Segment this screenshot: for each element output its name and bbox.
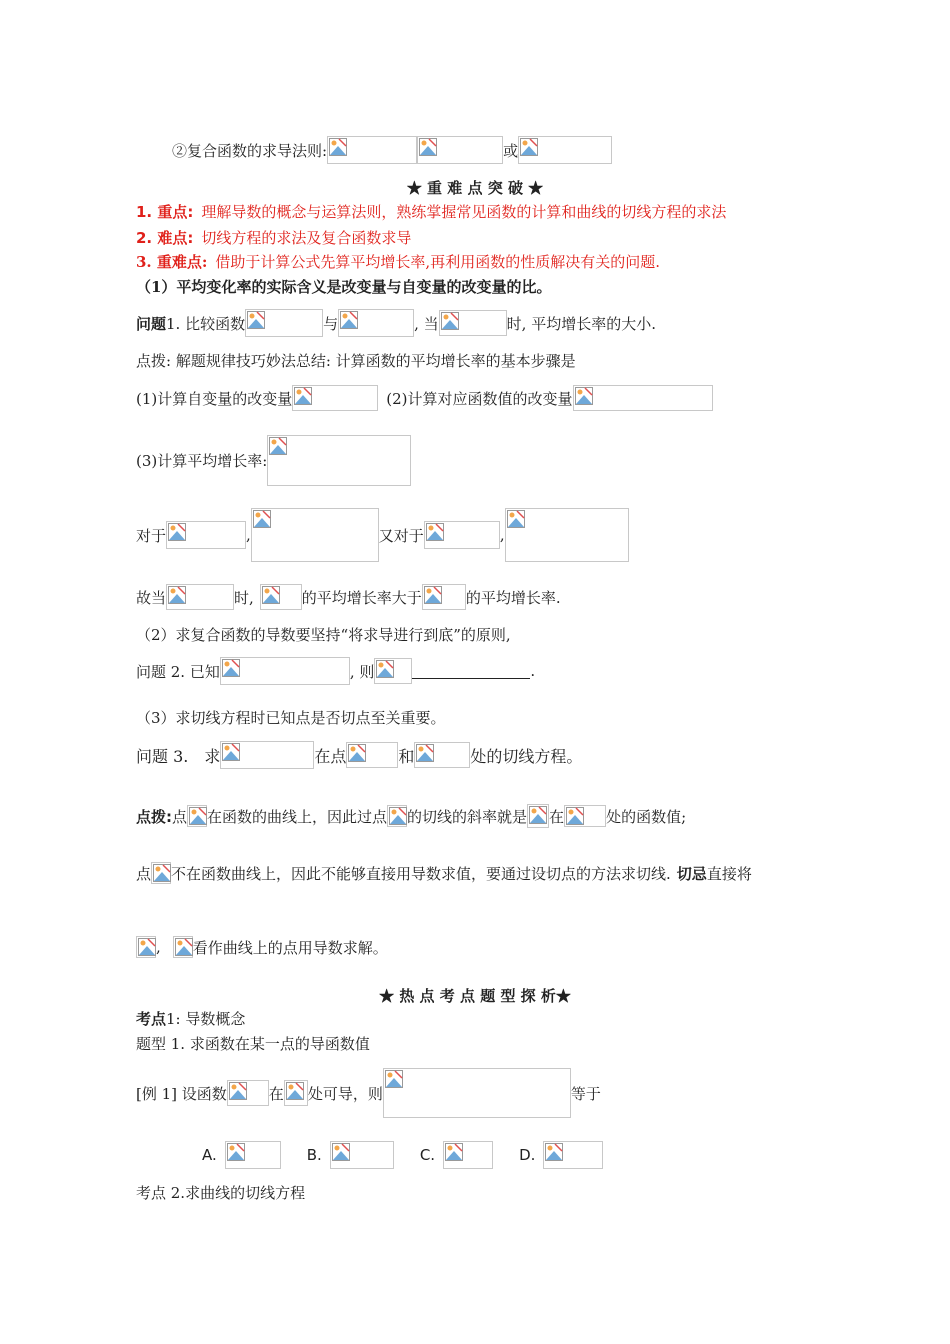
question-type-1-text: 题型 1. 求函数在某一点的导函数值 (136, 1035, 370, 1053)
exam-point-1-line (136, 1008, 245, 1029)
broken-image-icon (340, 311, 358, 329)
question-1-text-a: 1. 比较函数 (166, 314, 246, 333)
comma-text: , (156, 938, 161, 956)
difficult-point-line (136, 227, 411, 248)
broken-image-icon (529, 806, 547, 824)
step-2-text: (2)计算对应函数值的改变量 (386, 389, 573, 408)
formula-image (151, 862, 171, 884)
therefore-text-a: 故当 (136, 588, 167, 607)
formula-image (267, 435, 411, 486)
steps-1-2-line (136, 385, 713, 411)
tip-2-text-a: 点 (172, 807, 188, 826)
exam-point-2-line (136, 1182, 305, 1203)
exam-point-label: 考点 (136, 1010, 167, 1028)
tip-2-text-d: 在 (549, 807, 565, 826)
formula-image (220, 741, 314, 769)
formula-image (387, 805, 407, 827)
for-function-line (136, 508, 629, 562)
broken-image-icon (424, 586, 442, 604)
therefore-text-d: 的平均增长率. (465, 588, 561, 607)
broken-image-icon (385, 1070, 403, 1088)
question-3-text-c: 和 (398, 746, 415, 766)
formula-image (564, 805, 606, 827)
heading-text: ★ 重 难 点 突 破 ★ (406, 179, 544, 197)
question-1-text-c: , 当 (414, 314, 439, 333)
question-2-text-a: 问题 2. 已知 (136, 662, 220, 681)
broken-image-icon (329, 138, 347, 156)
formula-image (383, 1068, 571, 1118)
broken-image-icon (175, 938, 193, 956)
point-1-text: （1）平均变化率的实际含义是改变量与自变量的改变量的比。 (136, 278, 552, 296)
point-1-line (136, 276, 551, 297)
formula-image (227, 1080, 269, 1106)
formula-image (527, 804, 549, 828)
question-1-line (136, 309, 656, 337)
hard-text: 借助于计算公式先算平均增长率,再利用函数的性质解决有关的问题. (215, 253, 660, 271)
broken-image-icon (286, 1082, 304, 1100)
broken-image-icon (269, 437, 287, 455)
option-a-label[interactable]: A. (202, 1146, 217, 1164)
broken-image-icon (389, 807, 407, 825)
formula-image (245, 309, 323, 337)
formula-image (518, 136, 612, 164)
key-text: 理解导数的概念与运算法则，熟练掌握常见函数的计算和曲线的切线方程的求法 (201, 203, 727, 221)
broken-image-icon (566, 807, 584, 825)
example-1-text-a: [例 1] 设函数 (136, 1084, 227, 1103)
example-1-text-d: 等于 (570, 1084, 601, 1103)
tip-4-text: 看作曲线上的点用导数求解。 (192, 938, 388, 957)
tip-4-line (136, 936, 388, 958)
tip-2-line (136, 804, 686, 828)
broken-image-icon (247, 311, 265, 329)
tip-2-text-c: 的切线的斜率就是 (407, 807, 528, 826)
question-3-text-a: 问题 3. 求 (136, 746, 221, 766)
broken-image-icon (376, 660, 394, 678)
option-d-formula-image (543, 1141, 603, 1169)
formula-image (260, 584, 302, 610)
question-1-text-b: 与 (323, 314, 339, 333)
answer-options-line (202, 1141, 603, 1169)
broken-image-icon (229, 1082, 247, 1100)
formula-image (327, 136, 417, 164)
formula-image (187, 805, 207, 827)
step-3-line (136, 435, 411, 486)
key-point-line (136, 201, 726, 222)
therefore-line (136, 584, 561, 610)
formula-image (166, 521, 246, 549)
tip-3-text-d: 直接将 (706, 864, 752, 883)
example-1-text-b: 在 (268, 1084, 284, 1103)
example-1-text-c: 处可导，则 (307, 1084, 383, 1103)
exam-point-2-text: 考点 2.求曲线的切线方程 (136, 1184, 306, 1202)
formula-image (251, 508, 379, 562)
example-1-line (136, 1068, 601, 1118)
question-2-line (136, 657, 535, 685)
rule-text: ②复合函数的求导法则: (172, 141, 328, 160)
step-1-text: (1)计算自变量的改变量 (136, 389, 293, 408)
formula-image (166, 584, 234, 610)
tip-3-text-a: 点 (136, 864, 152, 883)
question-1-text-d: 时, 平均增长率的大小. (506, 314, 656, 333)
point-3-text: （3）求切线方程时已知点是否切点至关重要。 (136, 709, 446, 727)
for-text: 对于 (136, 526, 167, 545)
heading-text: ★ 热 点 考 点 题 型 探 析★ (379, 987, 571, 1005)
question-label: 问题 (136, 314, 167, 333)
broken-image-icon (153, 864, 171, 882)
option-b-formula-image (330, 1141, 394, 1169)
comma-text: , (246, 526, 251, 544)
formula-image (424, 521, 500, 549)
option-b-label[interactable]: B. (306, 1146, 322, 1164)
formula-image (417, 136, 503, 164)
formula-image (338, 309, 414, 337)
question-2-text-c: . (530, 662, 536, 680)
hard-point-line (136, 251, 660, 272)
broken-image-icon (294, 387, 312, 405)
option-d-label[interactable]: D. (519, 1146, 536, 1164)
tip-3-line (136, 862, 752, 884)
or-text: 或 (503, 141, 519, 160)
question-2-text-b: , 则 (349, 662, 375, 681)
formula-image (573, 385, 713, 411)
caution-label: 切忌 (676, 864, 707, 883)
broken-image-icon (189, 807, 207, 825)
broken-image-icon (348, 744, 366, 762)
tip-1-line (136, 350, 576, 371)
exam-point-1-text: 1: 导数概念 (166, 1010, 246, 1028)
point-3-line (136, 707, 446, 728)
answer-blank (412, 664, 530, 679)
formula-image (505, 508, 629, 562)
option-a-formula-image (225, 1141, 281, 1169)
formula-image (414, 742, 470, 768)
formula-image (346, 742, 398, 768)
formula-image (439, 310, 507, 336)
section-heading-key-difficult (0, 177, 950, 198)
broken-image-icon (441, 312, 459, 330)
broken-image-icon (222, 743, 240, 761)
broken-image-icon (222, 659, 240, 677)
formula-image (374, 658, 412, 684)
broken-image-icon (168, 523, 186, 541)
difficult-label: 2. 难点: (136, 229, 194, 247)
question-3-text-b: 在点 (314, 746, 347, 766)
formula-image (422, 584, 466, 610)
question-type-1-line (136, 1033, 370, 1054)
broken-image-icon (575, 387, 593, 405)
point-2-text: （2）求复合函数的导数要坚持“将求导进行到底”的原则, (136, 626, 511, 644)
broken-image-icon (227, 1143, 245, 1161)
option-c-formula-image (443, 1141, 493, 1169)
broken-image-icon (520, 138, 538, 156)
broken-image-icon (507, 510, 525, 528)
key-label: 1. 重点: (136, 203, 194, 221)
point-2-line (136, 624, 511, 645)
broken-image-icon (253, 510, 271, 528)
broken-image-icon (168, 586, 186, 604)
option-c-label[interactable]: C. (419, 1146, 436, 1164)
comma-text: , (499, 526, 505, 544)
step-3-text: (3)计算平均增长率: (136, 452, 268, 470)
also-for-text: 又对于 (378, 526, 424, 545)
composite-derivative-rule-line (172, 136, 612, 164)
question-3-text-d: 处的切线方程。 (470, 746, 583, 766)
formula-image (173, 936, 193, 958)
tip-1-text: 点拨: 解题规律技巧妙法总结: 计算函数的平均增长率的基本步骤是 (136, 352, 576, 370)
therefore-text-b: 时, (234, 588, 254, 607)
therefore-text-c: 的平均增长率大于 (301, 588, 422, 607)
tip-2-text-e: 处的函数值; (606, 807, 687, 826)
tip-label: 点拨: (136, 807, 172, 826)
broken-image-icon (138, 938, 156, 956)
formula-image (220, 657, 350, 685)
formula-image (136, 936, 156, 958)
hard-label: 3. 重难点: (136, 253, 208, 271)
difficult-text: 切线方程的求法及复合函数求导 (201, 229, 412, 247)
broken-image-icon (416, 744, 434, 762)
question-3-line (136, 741, 582, 769)
broken-image-icon (426, 523, 444, 541)
section-heading-hot-topics (0, 985, 950, 1006)
broken-image-icon (419, 138, 437, 156)
broken-image-icon (332, 1143, 350, 1161)
broken-image-icon (262, 586, 280, 604)
tip-3-text-b: 不在函数曲线上，因此不能够直接用导数求值，要通过设切点的方法求切线. (171, 864, 671, 883)
tip-2-text-b: 在函数的曲线上，因此过点 (207, 807, 388, 826)
broken-image-icon (545, 1143, 563, 1161)
formula-image (284, 1080, 308, 1106)
broken-image-icon (445, 1143, 463, 1161)
formula-image (292, 385, 378, 411)
